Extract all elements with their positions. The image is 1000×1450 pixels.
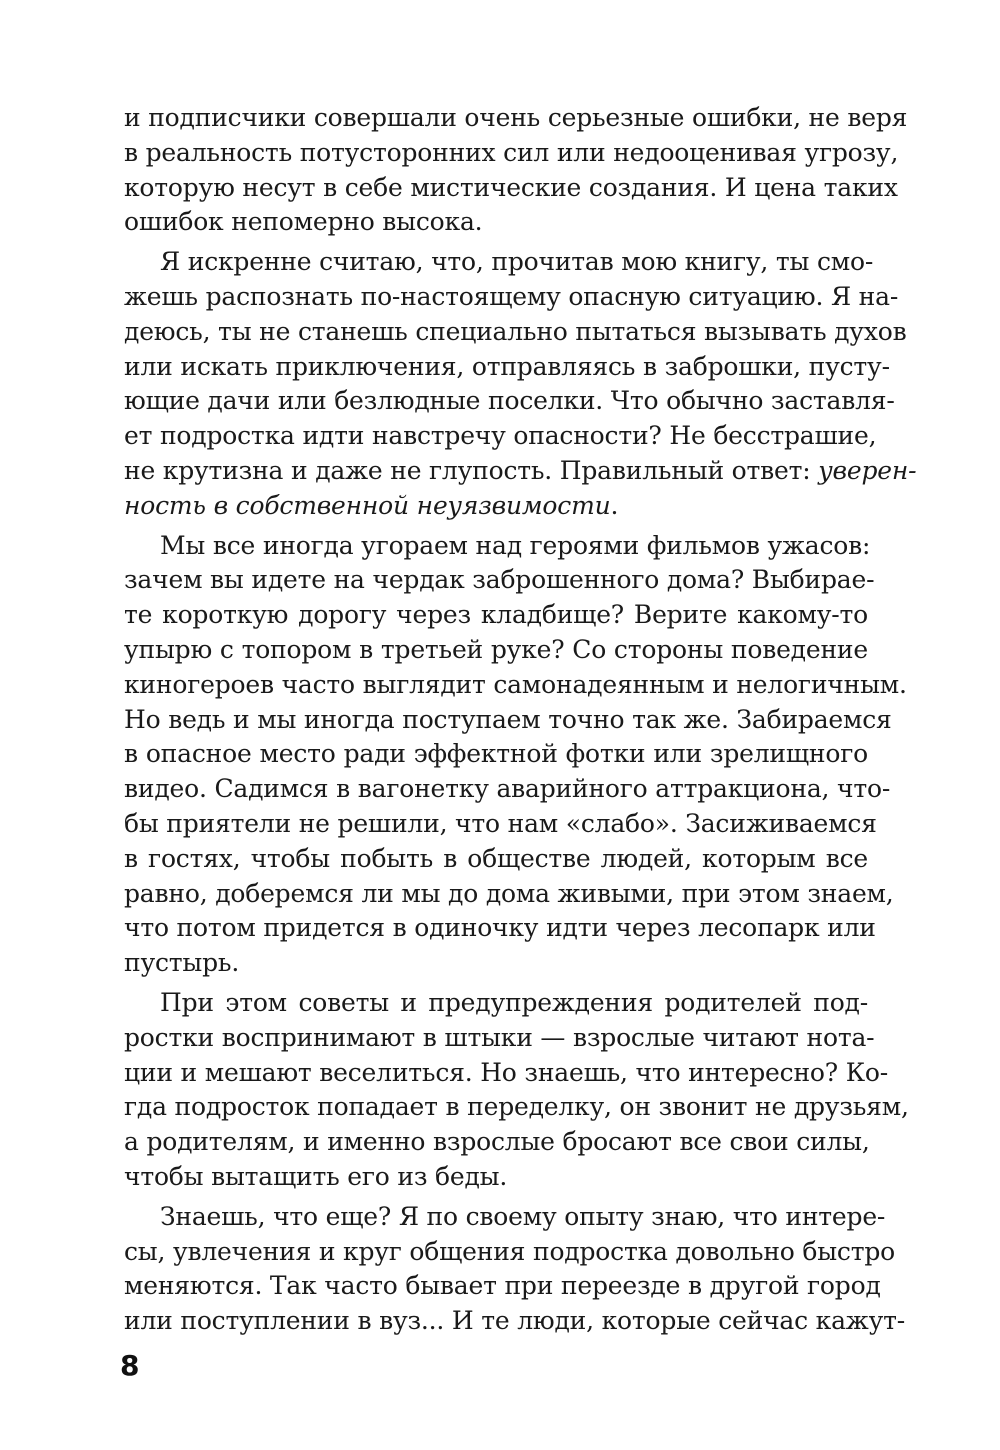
text-line: меняются. Так часто бывает при переезде в другой город [124, 1271, 881, 1301]
text-line: бы приятели не решили, что нам «слабо». Засиживаемся [124, 808, 877, 838]
text-line: в реальность потусторонних сил или недооценивая угрозу, [124, 137, 899, 167]
text-line [124, 489, 868, 524]
text-line: упырю с топором в третьей руке? Со стороны поведение [124, 634, 868, 664]
text-line: что потом придется в одиночку идти через лесопарк или [124, 913, 876, 943]
text-line: зачем вы идете на чердак заброшенного дома? Выбирае- [124, 565, 875, 595]
text-line: видео. Садимся в вагонетку аварийного аттракциона, что- [124, 774, 891, 804]
text-line [124, 454, 917, 489]
text-line: Но ведь и мы иногда поступаем точно так же. Забираемся [124, 704, 892, 734]
paragraph-3 [124, 529, 907, 981]
text-line: гда подросток попадает в переделку, он звонит не друзьям, [124, 1092, 909, 1122]
text-line: При этом советы и предупреждения родителей под- [160, 987, 868, 1017]
text-line: ющие дачи или безлюдные поселки. Что обычно заставля- [124, 386, 895, 416]
body-text [124, 101, 917, 1339]
text-line: ции и мешают веселиться. Но знаешь, что интересно? Ко- [124, 1057, 888, 1087]
paragraph-4 [124, 986, 909, 1195]
paragraph-5 [124, 1200, 905, 1339]
text-line: деюсь, ты не станешь специально пытаться вызывать духов [124, 316, 907, 346]
text-line: или поступлении в вуз... И те люди, которые сейчас кажут- [124, 1306, 905, 1336]
text-fragment: . [610, 490, 619, 520]
text-line: ростки воспринимают в штыки — взрослые читают нота- [124, 1022, 875, 1052]
text-line: а родителям, и именно взрослые бросают все свои силы, [124, 1127, 870, 1157]
paragraph-2 [124, 245, 917, 523]
text-line: ошибок непомерно высока. [124, 207, 483, 237]
text-line: ет подростка идти навстречу опасности? Не бесстрашие, [124, 421, 877, 451]
text-line: те короткую дорогу через кладбище? Верите какому-то [124, 600, 868, 630]
text-line: равно, доберемся ли мы до дома живыми, при этом знаем, [124, 878, 894, 908]
text-line: которую несут в себе мистические создания. И цена таких [124, 172, 898, 202]
text-line: чтобы вытащить его из беды. [124, 1161, 508, 1191]
text-fragment: не крутизна и даже не глупость. Правильный ответ: [124, 455, 819, 485]
text-line: или искать приключения, отправляясь в заброшки, пусту- [124, 351, 890, 381]
text-line: Знаешь, что еще? Я по своему опыту знаю, что интере- [160, 1201, 886, 1231]
text-line: в опасное место ради эффектной фотки или зрелищного [124, 739, 868, 769]
text-line: сы, увлечения и круг общения подростка довольно быстро [124, 1236, 896, 1266]
text-line: пустырь. [124, 948, 240, 978]
text-line: жешь распознать по-настоящему опасную ситуацию. Я на- [124, 281, 899, 311]
italic-text: уверен- [818, 455, 917, 485]
text-line: Мы все иногда угораем над героями фильмов ужасов: [160, 530, 871, 560]
text-line: и подписчики совершали очень серьезные ошибки, не веря [124, 103, 908, 132]
page-number: 8 [120, 1349, 140, 1382]
paragraph-1 [124, 101, 908, 240]
text-line: киногероев часто выглядит самонадеянным и нелогичным. [124, 669, 907, 699]
text-line: Я искренне считаю, что, прочитав мою книгу, ты смо- [160, 247, 874, 277]
text-line: в гостях, чтобы побыть в обществе людей, которым все [124, 843, 868, 873]
italic-text: ность в собственной неуязвимости [124, 490, 611, 520]
